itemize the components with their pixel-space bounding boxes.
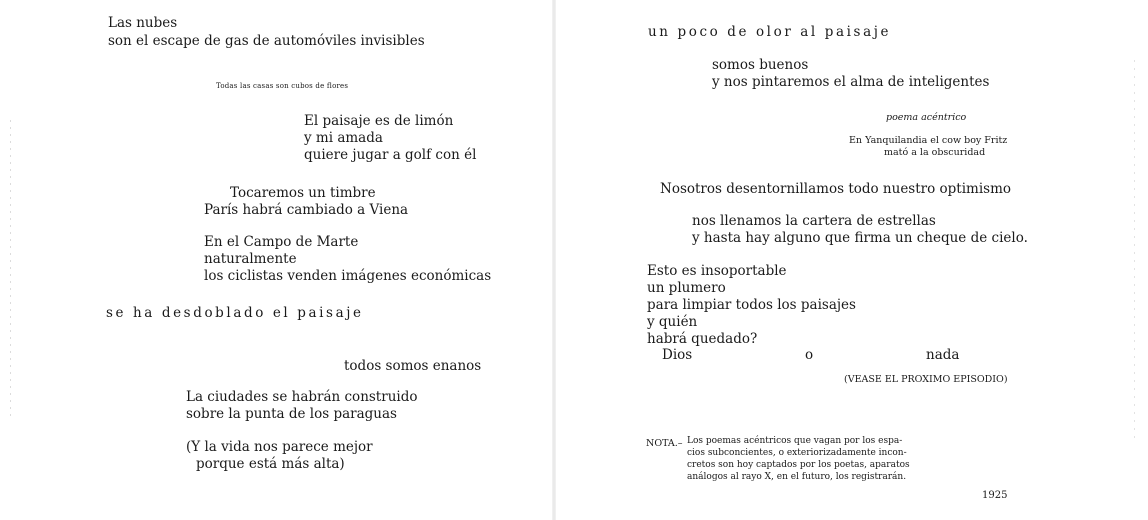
poem-line: y mi amada [304,130,383,146]
poem-line: Tocaremos un timbre [230,185,376,201]
episode-note: (VEASE EL PROXIMO EPISODIO) [844,374,1008,385]
poem-line: todos somos enanos [344,358,482,374]
poem-line: naturalmente [204,251,297,267]
poem-line: son el escape de gas de automóviles invisibles [108,33,425,49]
final-word-dios: Dios [662,347,693,363]
poem-line-spaced: se ha desdoblado el paisaje [106,305,364,321]
poem-line-spaced: un poco de olor al paisaje [648,24,892,40]
poem-line: Las nubes [108,15,178,31]
poem-line: Esto es insoportable [647,263,787,279]
poem-line-small: En Yanquilandia el cow boy Fritz [849,135,1008,146]
poem-line: y nos pintaremos el alma de inteligentes [712,74,990,90]
poem-line: (Y la vida nos parece mejor [186,439,373,455]
poem-line: París habrá cambiado a Viena [204,202,409,218]
poem-line: Nosotros desentornillamos todo nuestro optimismo [660,181,1012,197]
note-line: Los poemas acéntricos que vagan por los espa- [687,436,903,446]
poem-line: y quién [647,314,698,330]
poem-line: para limpiar todos los paisajes [647,297,856,313]
poem-line: La ciudades se habrán construido [186,389,418,405]
final-word-nada: nada [926,347,960,363]
poem-line: porque está más alta) [196,456,345,472]
poem-line: nos llenamos la cartera de estrellas [692,213,936,229]
poem-line: los ciclistas venden imágenes económicas [204,268,492,284]
poem-line: somos buenos [712,57,809,73]
page-number: 1925 [982,490,1008,501]
left-page [0,0,560,520]
poem-line-small: mató a la obscuridad [884,147,986,158]
poem-line-small: Todas las casas son cubos de flores [216,82,349,90]
poem-line: habrá quedado? [647,331,758,347]
poem-line: y hasta hay alguno que firma un cheque de cielo. [692,230,1028,246]
note-line: cios subconcientes, o exteriorizadamente incon- [687,448,907,458]
poem-line: En el Campo de Marte [204,234,359,250]
poem-line: sobre la punta de los paraguas [186,406,397,422]
poem-line: un plumero [647,280,726,296]
note-line: cretos son hoy captados por los poetas, aparatos [687,460,910,470]
poem-subtitle: poema acéntrico [886,112,967,123]
note-line: análogos al rayo X, en el futuro, los registrarán. [687,472,907,482]
right-page [560,0,1148,520]
poem-line: quiere jugar a golf con él [304,147,477,163]
final-word-o: o [805,347,814,363]
poem-line: El paisaje es de limón [304,113,454,129]
note-label: NOTA.– [646,438,683,449]
